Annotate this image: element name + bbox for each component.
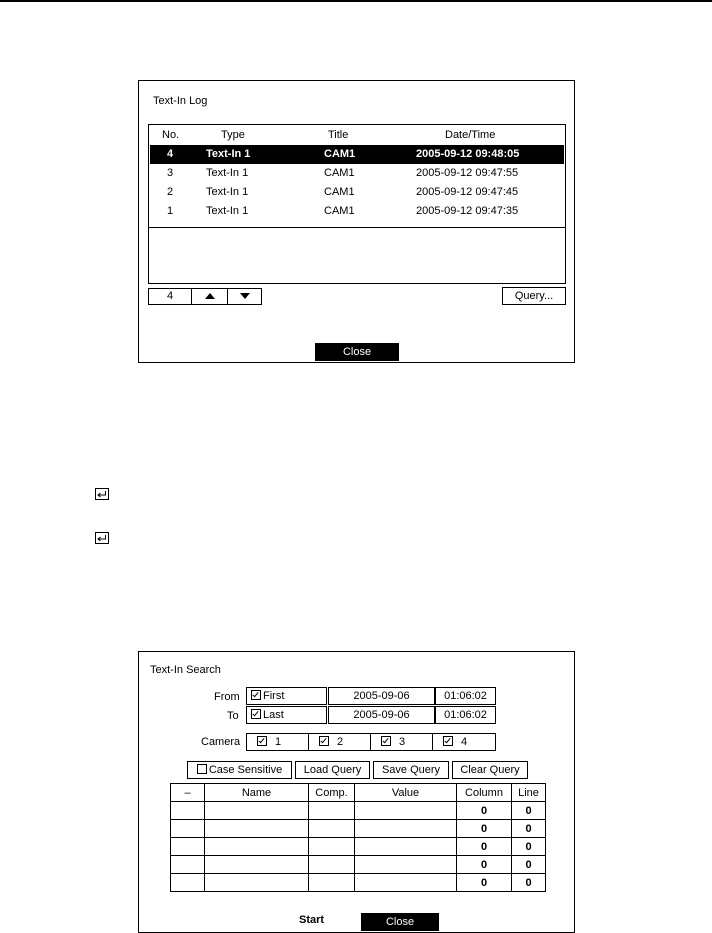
name-cell[interactable] [205,838,309,856]
text-in-search-dialog [138,651,575,933]
value-cell[interactable] [355,820,457,838]
from-first-checkbox[interactable] [246,687,327,705]
table-row[interactable] [171,874,546,892]
enter-key-icon [95,488,109,500]
row-datetime: 2005-09-12 09:47:55 [416,167,519,179]
header-datetime: Date/Time [445,129,496,141]
query-table [170,783,546,892]
checkbox-icon [197,764,207,774]
column-cell[interactable]: 0 [457,874,512,892]
page-count-button[interactable]: 4 [148,288,192,305]
camera-number: 3 [399,736,406,748]
line-cell[interactable]: 0 [512,856,546,874]
clear-query-button[interactable]: Clear Query [452,761,528,779]
camera-number: 1 [275,736,282,748]
to-date-field[interactable]: 2005-09-06 [328,706,435,724]
table-row[interactable] [150,164,564,183]
checkbox-icon [443,736,453,746]
line-cell[interactable]: 0 [512,874,546,892]
row-datetime: 2005-09-12 09:47:45 [416,186,519,198]
table-row[interactable] [150,145,564,164]
comp-cell[interactable] [309,874,355,892]
table-row[interactable] [171,838,546,856]
row-type: Text-In 1 [206,205,249,217]
value-cell[interactable] [355,856,457,874]
scroll-up-button[interactable] [191,288,228,305]
line-cell[interactable]: 0 [512,838,546,856]
table-row[interactable] [150,202,564,221]
row-no: 4 [167,148,174,160]
op-cell[interactable] [171,874,205,892]
row-type: Text-In 1 [206,186,249,198]
column-cell[interactable]: 0 [457,856,512,874]
camera-1-checkbox[interactable] [246,733,309,751]
checkbox-icon [251,690,261,700]
row-type: Text-In 1 [206,148,251,160]
column-cell[interactable]: 0 [457,838,512,856]
header-comp: Comp. [309,784,355,802]
op-cell[interactable] [171,838,205,856]
row-type: Text-In 1 [206,167,249,179]
name-cell[interactable] [205,874,309,892]
checkbox-icon [251,709,261,719]
camera-label: Camera [201,736,241,748]
from-label: From [214,691,240,703]
log-table-header [150,126,564,145]
row-no: 2 [167,186,174,198]
column-cell[interactable]: 0 [457,802,512,820]
from-date-field[interactable]: 2005-09-06 [328,687,435,705]
row-title: CAM1 [324,167,355,179]
row-title: CAM1 [324,148,356,160]
camera-2-checkbox[interactable] [308,733,371,751]
value-cell[interactable] [355,838,457,856]
from-time-field[interactable]: 01:06:02 [435,687,496,705]
camera-number: 4 [461,736,468,748]
value-cell[interactable] [355,874,457,892]
name-cell[interactable] [205,820,309,838]
to-last-checkbox[interactable] [246,706,327,724]
header-column: Column [457,784,512,802]
column-cell[interactable]: 0 [457,820,512,838]
checkbox-icon [257,736,267,746]
header-line: Line [512,784,546,802]
table-row[interactable] [171,802,546,820]
table-divider [149,227,565,228]
checkbox-label: First [263,690,285,702]
save-query-button[interactable]: Save Query [373,761,449,779]
checkbox-label: Case Sensitive [208,763,283,776]
table-row[interactable] [150,183,564,202]
to-time-field[interactable]: 01:06:02 [435,706,496,724]
comp-cell[interactable] [309,838,355,856]
start-button[interactable]: Start [299,914,325,926]
log-table [148,124,566,284]
page-top-rule [0,0,712,2]
line-cell[interactable]: 0 [512,802,546,820]
checkbox-label: Last [263,709,284,721]
query-table-header [171,784,546,802]
op-cell[interactable] [171,820,205,838]
row-datetime: 2005-09-12 09:47:35 [416,205,519,217]
table-row[interactable] [171,856,546,874]
to-label: To [227,710,239,722]
header-value: Value [355,784,457,802]
row-title: CAM1 [324,186,355,198]
header-name: Name [205,784,309,802]
checkbox-icon [319,736,329,746]
close-button[interactable]: Close [361,913,439,931]
header-op: – [171,784,205,802]
enter-key-icon [95,532,109,544]
name-cell[interactable] [205,802,309,820]
case-sensitive-checkbox[interactable] [187,761,292,779]
line-cell[interactable]: 0 [512,820,546,838]
row-no: 1 [167,205,174,217]
op-cell[interactable] [171,802,205,820]
checkbox-icon [381,736,391,746]
row-no: 3 [167,167,174,179]
text-in-log-dialog [138,80,575,363]
row-datetime: 2005-09-12 09:48:05 [416,148,520,160]
camera-3-checkbox[interactable] [370,733,433,751]
table-row[interactable] [171,820,546,838]
header-type: Type [221,129,245,141]
row-title: CAM1 [324,205,355,217]
load-query-button[interactable]: Load Query [295,761,370,779]
close-button[interactable]: Close [315,343,399,361]
dialog-title: Text-In Log [153,95,208,107]
comp-cell[interactable] [309,820,355,838]
dialog-title: Text-In Search [150,664,221,676]
arrow-down-icon [240,293,250,299]
comp-cell[interactable] [309,802,355,820]
value-cell[interactable] [355,802,457,820]
scroll-down-button[interactable] [227,288,262,305]
camera-number: 2 [337,736,344,748]
arrow-up-icon [205,293,215,299]
query-button[interactable]: Query... [502,287,566,305]
comp-cell[interactable] [309,856,355,874]
name-cell[interactable] [205,856,309,874]
header-title: Title [328,129,349,141]
header-no: No. [162,129,180,141]
op-cell[interactable] [171,856,205,874]
camera-4-checkbox[interactable] [432,733,496,751]
